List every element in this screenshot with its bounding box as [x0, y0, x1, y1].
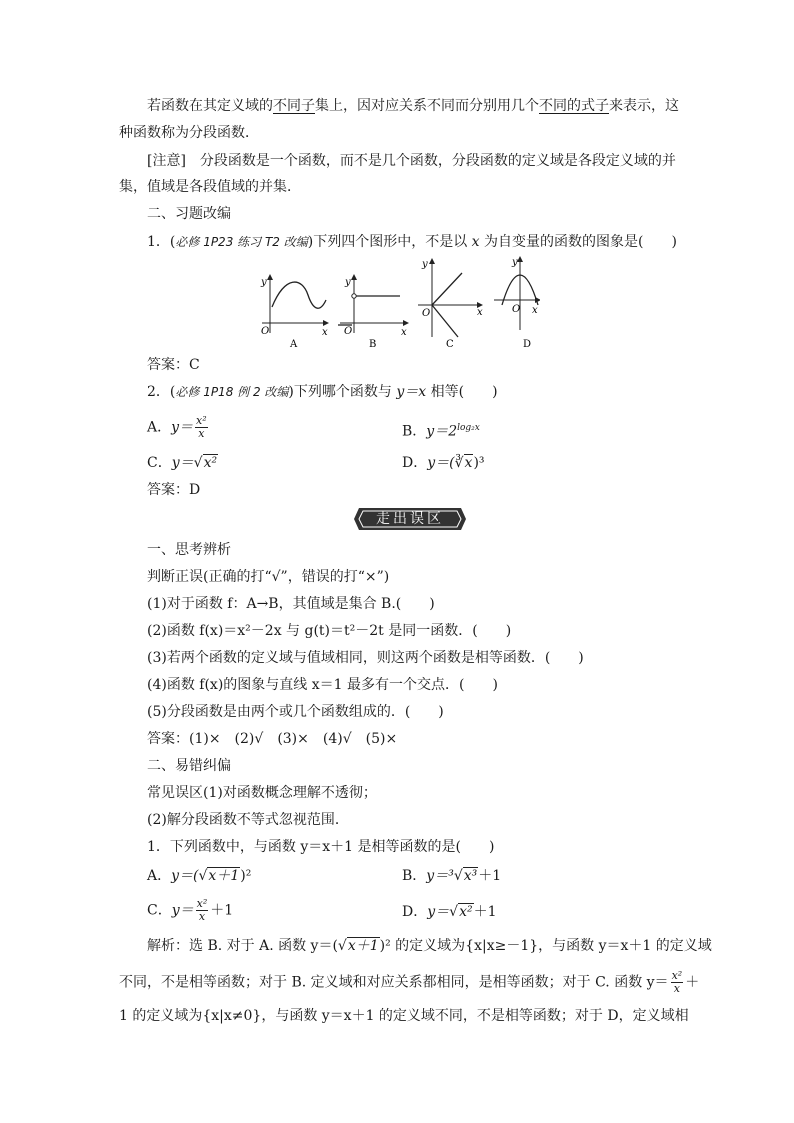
thinking-answer: 答案：(1)× (2)√ (3)× (4)√ (5)×: [147, 731, 398, 747]
graph-b-origin: O: [344, 326, 353, 337]
thinking-item-1: (1)对于函数 f：A→B，其值域是集合 B.( ): [147, 596, 435, 612]
q1-answer: 答案：C: [147, 357, 200, 373]
graph-d-y-label: y: [512, 257, 518, 268]
q1-graphs: [250, 255, 540, 350]
graph-a-curve: [272, 282, 326, 308]
q2-stem: 2．(必修 1P18 例 2 改编)下列哪个函数与 y＝x 相等( ): [147, 384, 498, 400]
graph-d-label: D: [523, 339, 532, 350]
graph-b-x-label: x: [401, 327, 407, 338]
q2-option-c: C．y＝√x²: [147, 455, 218, 471]
intro-line-1: 若函数在其定义域的不同子集上，因对应关系不同而分别用几个不同的式子来表示，这: [147, 98, 679, 114]
note-line-1: [注意] 分段函数是一个函数，而不是几个函数，分段函数的定义域是各段定义域的并: [147, 153, 676, 169]
q2-option-b: B．$y=2^{log_2x}$: [402, 423, 480, 440]
q2-option-d: D．y＝(∛x)³: [402, 455, 485, 471]
thinking-item-5: (5)分段函数是由两个或几个函数组成的．( ): [147, 704, 444, 720]
graph-b-open-dot: [352, 294, 356, 298]
section-title-thinking: 一、思考辨析: [147, 542, 231, 558]
errors-common-2: (2)解分段函数不等式忽视范围．: [147, 812, 349, 828]
graph-c-x-label: x: [477, 307, 483, 318]
section-title-exercises: 二、习题改编: [147, 206, 231, 222]
graph-a: [260, 275, 328, 350]
graph-a-x-label: x: [322, 327, 328, 338]
graph-c-upper-ray: [432, 273, 462, 305]
graph-c-origin: O: [422, 308, 431, 319]
errors-option-d: D．y＝√x²＋1: [402, 904, 497, 920]
errors-option-c: C．y＝ $\frac{\text{x²}}{x}$ ＋1: [147, 897, 234, 923]
graph-a-label: A: [290, 339, 298, 350]
intro-line-2: 种函数称为分段函数．: [119, 125, 259, 141]
solution-line-2: 不同，不是相等函数；对于 B. 定义域和对应关系都相同，是相等函数；对于 C. 函数 y＝ $\frac{\text{x²}}{x}$ ＋: [119, 969, 700, 995]
thinking-item-3: (3)若两个函数的定义域与值域相同，则这两个函数是相等函数．( ): [147, 650, 584, 666]
thinking-prompt: 判断正误(正确的打“√”，错误的打“×”): [147, 569, 390, 585]
solution-line-3: 1 的定义域为{x|x≠0}，与函数 y＝x＋1 的定义域不同，不是相等函数；对于 D，定义域相: [119, 1008, 689, 1024]
graph-b-label: B: [369, 339, 377, 350]
graph-b: [338, 275, 408, 350]
graph-d-x-label: x: [532, 305, 538, 316]
section-banner: [353, 507, 467, 531]
errors-common-1: 常见误区(1)对函数概念理解不透彻；: [147, 785, 377, 801]
q1-stem: 1．(必修 1P23 练习 T2 改编)下列四个图形中，不是以 x 为自变量的函数的图象是( ): [147, 234, 677, 250]
q2-answer: 答案：D: [147, 482, 201, 498]
errors-option-b: B．y＝³√x³＋1: [402, 868, 502, 884]
thinking-item-2: (2)函数 f(x)＝x²－2x 与 g(t)＝t²－2t 是同一函数．( ): [147, 623, 512, 639]
graph-c-y-label: y: [422, 259, 428, 270]
graph-c-lower-ray: [432, 305, 458, 337]
graph-d: [494, 257, 540, 350]
errors-option-a: A．y＝(√x＋1)²: [147, 868, 252, 884]
section-title-errors: 二、易错纠偏: [147, 758, 231, 774]
note-line-2: 集，值域是各段值域的并集．: [119, 179, 301, 195]
thinking-item-4: (4)函数 f(x)的图象与直线 x＝1 最多有一个交点．( ): [147, 677, 498, 693]
graph-c: [418, 259, 483, 350]
solution-line-1: 解析：选 B. 对于 A. 函数 y＝(√x＋1)² 的定义域为{x|x≥－1}，与函数 y＝x＋1 的定义域: [147, 938, 712, 954]
graph-c-label: C: [446, 339, 454, 350]
graph-a-origin: O: [261, 326, 270, 337]
q2-option-a: A．y＝ $\frac{\text{x²}}{x}$: [147, 414, 207, 440]
errors-question: 1．下列函数中，与函数 y＝x＋1 是相等函数的是( ): [147, 839, 495, 855]
graph-a-y-label: y: [261, 277, 267, 288]
graph-d-origin: O: [512, 304, 521, 315]
graph-b-y-label: y: [345, 277, 351, 288]
banner-title: 走出误区: [376, 511, 444, 527]
